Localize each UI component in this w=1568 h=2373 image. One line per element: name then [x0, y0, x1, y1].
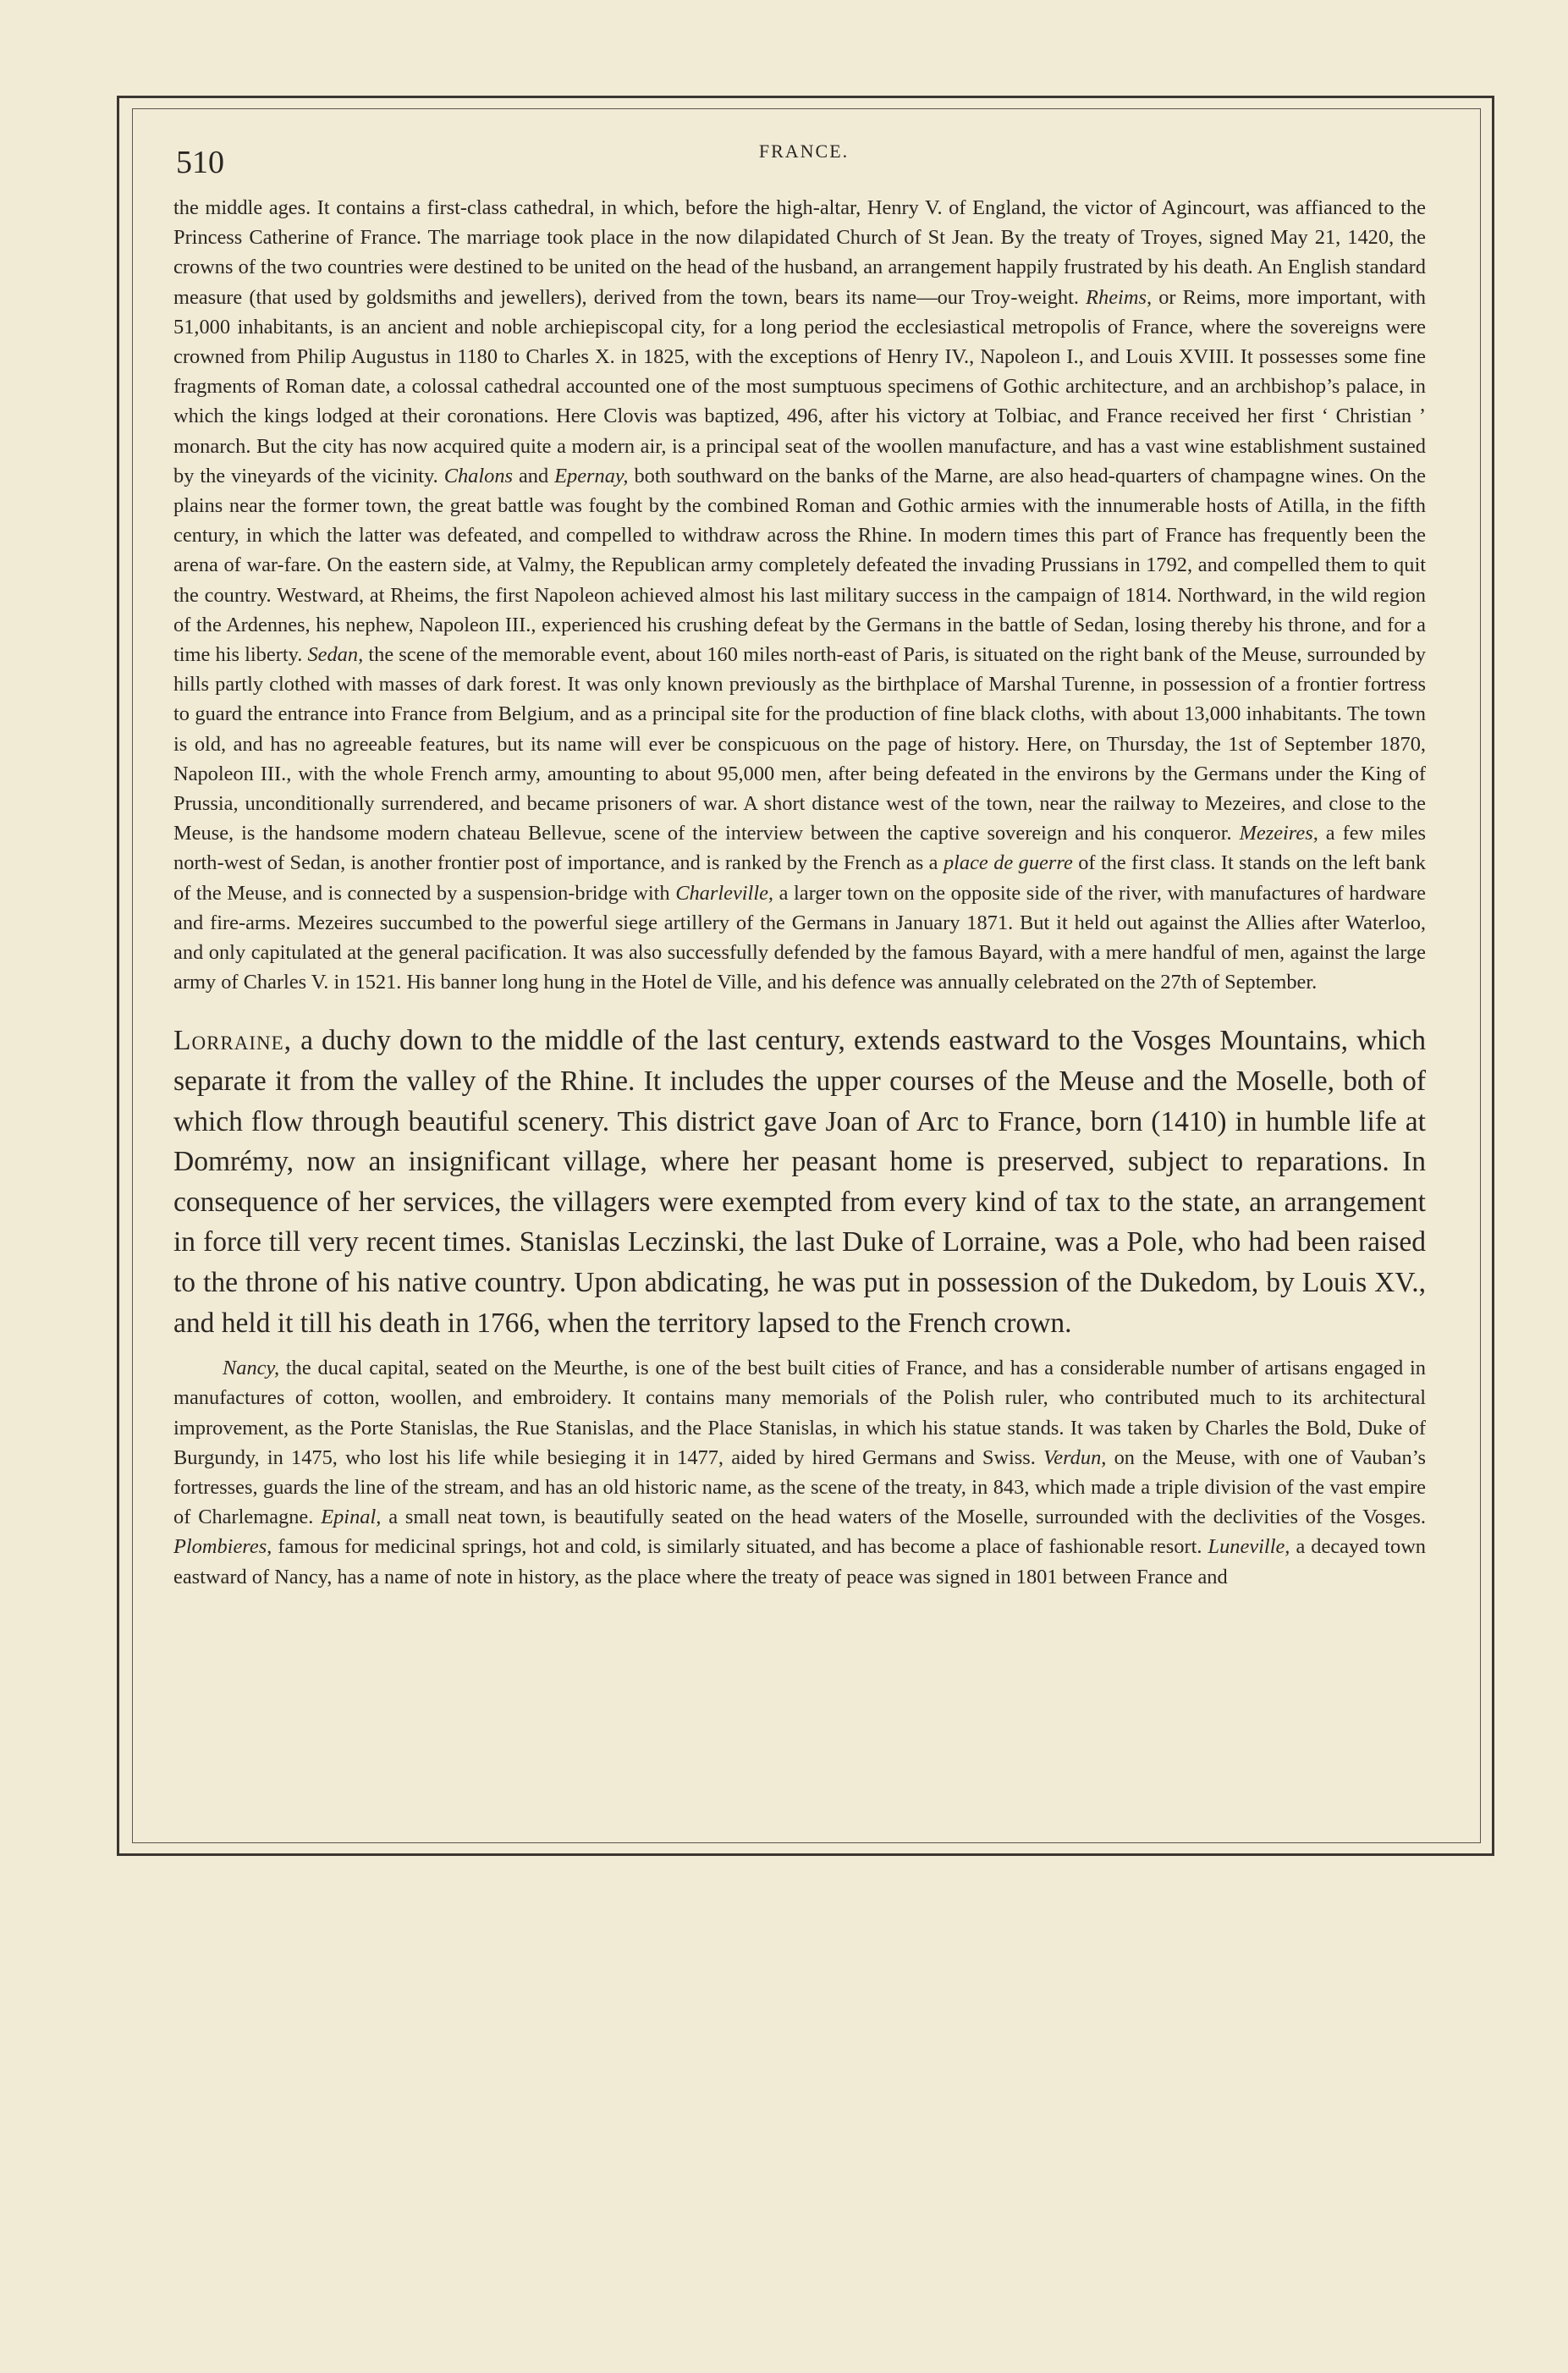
- place-name: Verdun,: [1043, 1445, 1107, 1469]
- text-run: a larger town on the opposite side of the river, with manufactures of hardware and fire-arms. Mezeires succumbed to the powerful siege artillery of the Germans in January 1871. But it held out against the Allies after Waterloo, and only capitulated at the general pacification. It was also successfully defended by the famous Bayard, with a mere handful of men, against the large army of Charles V. in 1521. His banner long hung in the Hotel de Ville, and his defence was annually celebrated on the 27th of September.: [173, 881, 1426, 994]
- paragraph-champagne: [173, 193, 1426, 997]
- place-name: Epernay,: [554, 464, 629, 487]
- text-run: the middle ages. It contains a first-class cathedral, in which, before the high-altar, Henry V. of England, the victor of Agincourt, was affianced to the Princess Catherine of France. The marriage took place in the now dilapidated Church of St Jean. By the treaty of Troyes, signed May 21, 1420, the crowns of the two countries were destined to be united on the head of the husband, an arrangement happily frustrated by his death. An English standard measure (that used by goldsmiths and jewellers), derived from the town, bears its name—our Troy-weight.: [173, 196, 1426, 309]
- text-run: famous for medicinal springs, hot and cold, is similarly situated, and has become a place of fashionable resort.: [272, 1535, 1208, 1559]
- text-run: or Reims, more important, with 51,000 inhabitants, is an ancient and noble archiepiscopal city, for a long period the ecclesiastical metropolis of France, where the sovereigns were crowned from Philip Augustus in 1180 to Charles X. in 1825, with the exceptions of Henry IV., Napoleon I., and Louis XVIII. It possesses some fine fragments of Roman date, a colossal cathedral accounted one of the most sumptuous specimens of Gothic architecture, and an archbishop’s palace, in which the kings lodged at their coronations. Here Clovis was baptized, 496, after his victory at Tolbiac, and France received her first ‘ Christian ’ monarch. But the city has now acquired quite a modern air, is a principal seat of the woollen manufacture, and has a vast wine establishment sustained by the vineyards of the vicinity.: [173, 285, 1426, 487]
- text-run: a decayed town eastward of Nancy, has a name of note in history, as the place where the treaty of peace was signed in 1801 between France and: [173, 1535, 1426, 1588]
- text-run: both southward on the banks of the Marne, are also head-quarters of champagne wines. On the plains near the former town, the great battle was fought by the combined Roman and Gothic armies with the innumerable hosts of Atilla, in the fifth century, in which the latter was defeated, and compelled to withdraw across the Rhine. In modern times this part of France has frequently been the arena of war-fare. On the eastern side, at Valmy, the Republican army completely defeated the invading Prussians in 1792, and compelled them to quit the country. Westward, at Rheims, the first Napoleon achieved almost his last military success in the campaign of 1814. Northward, in the wild region of the Ardennes, his nephew, Napoleon III., experienced his crushing defeat by the Germans in the battle of Sedan, losing thereby his throne, and for a time his liberty.: [173, 464, 1427, 667]
- place-name: Charleville,: [675, 881, 774, 905]
- paragraph-lorraine: [173, 1021, 1426, 1343]
- place-name: Nancy,: [223, 1357, 280, 1380]
- text-run: a duchy down to the middle of the last century, extends eastward to the Vosges Mountains, which separate it from the valley of the Rhine. It includes the upper courses of the Meuse and the Moselle, both of which flow through beautiful scenery. This district gave Joan of Arc to France, born (1410) in humble life at Domrémy, now an insignificant village, where her peasant home is preserved, subject to reparations. In consequence of her services, the villagers were exempted from every kind of tax to the state, an arrangement in force till very recent times. Stanislas Leczinski, the last Duke of Lorraine, was a Pole, who had been raised to the throne of his native country. Upon abdicating, he was put in possession of the Dukedom, by Louis XV., and held it till his death in 1766, when the territory lapsed to the French crown.: [173, 1025, 1426, 1339]
- italic-phrase: place de guerre: [943, 851, 1073, 875]
- place-name: Mezeires,: [1239, 822, 1318, 845]
- paragraph-nancy: [173, 1353, 1426, 1592]
- place-name: Chalons: [443, 464, 514, 487]
- text-run: of the first class. It stands on the left bank of the Meuse, and is connected by a suspension-bridge with: [173, 851, 1426, 905]
- page-header: [169, 135, 1439, 186]
- text-run: a few miles north-west of Sedan, is another frontier post of importance, and is ranked by the French as a: [173, 822, 1426, 875]
- place-name: Epinal,: [321, 1506, 382, 1529]
- place-name: Luneville,: [1208, 1535, 1290, 1559]
- place-name: Sedan,: [307, 643, 364, 667]
- text-run: the scene of the memorable event, about 160 miles north-east of Paris, is situated on the right bank of the Meuse, surrounded by hills partly clothed with masses of dark forest. It was only known previously as the birthplace of Marshal Turenne, in possession of a frontier fortress to guard the entrance into France from Belgium, and as a principal site for the production of fine black cloths, with about 13,000 inhabitants. The town is old, and has no agreeable features, but its name will ever be conspicuous on the page of history. Here, on Thursday, the 1st of September 1870, Napoleon III., with the whole French army, amounting to about 95,000 men, after being defeated in the environs by the Germans under the King of Prussia, unconditionally surrendered, and became prisoners of war. A short distance west of the town, near the railway to Mezeires, and close to the Meuse, is the handsome modern chateau Bellevue, scene of the interview between the captive sovereign and his conqueror.: [173, 643, 1426, 845]
- text-run: the ducal capital, seated on the Meurthe, is one of the best built cities of France, and has a considerable number of artisans engaged in manufactures of cotton, woollen, and embroidery. It contains many memorials of the Polish ruler, who contributed much to its architectural improvement, as the Porte Stanislas, the Rue Stanislas, and the Place Stanislas, in which his statue stands. It was taken by Charles the Bold, Duke of Burgundy, in 1475, who lost his life while besieging it in 1477, aided by hired Germans and Swiss.: [173, 1357, 1426, 1469]
- page-body: [173, 193, 1426, 1592]
- place-name: Plombieres,: [173, 1535, 272, 1559]
- place-name: Rheims,: [1086, 285, 1153, 309]
- page-number: 510: [176, 145, 224, 180]
- text-run: a small neat town, is beautifully seated on the head waters of the Moselle, surrounded with the declivities of the Vosges.: [381, 1506, 1426, 1529]
- section-lead: Lorraine,: [173, 1025, 293, 1057]
- text-run: and: [513, 464, 555, 487]
- running-head: FRANCE.: [758, 140, 850, 162]
- text-run: on the Meuse, with one of Vauban’s fortresses, guards the line of the stream, and has an old historic name, as the scene of the treaty, in 843, which made a triple division of the vast empire of Charlemagne.: [173, 1445, 1426, 1529]
